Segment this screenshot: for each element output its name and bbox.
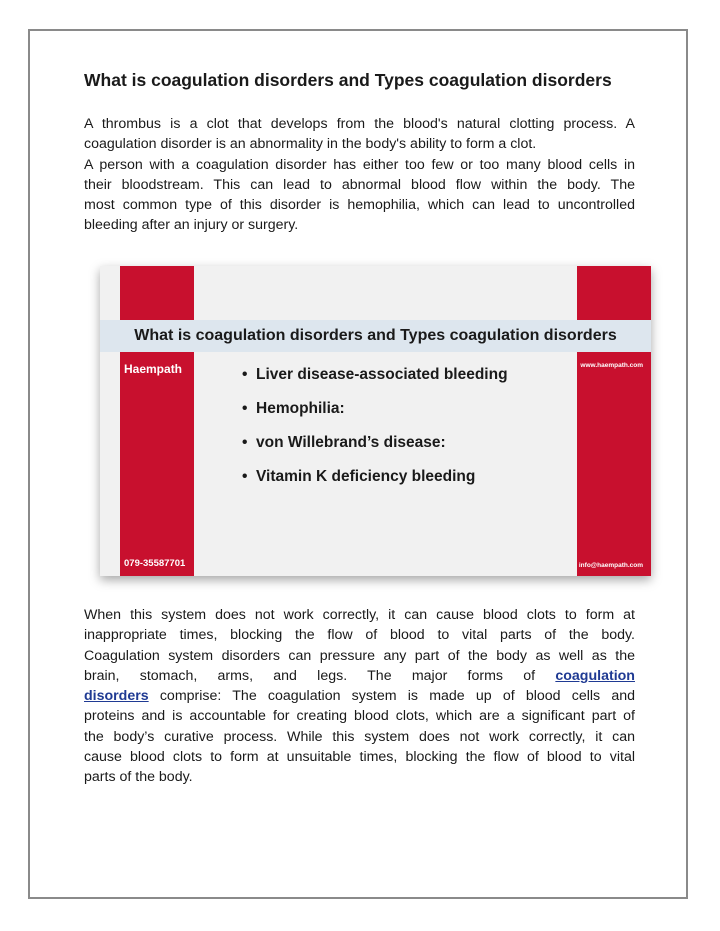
list-item: • Hemophilia: (242, 400, 345, 417)
list-item: • Vitamin K deficiency bleeding (242, 468, 476, 485)
coagulation-disorders-link[interactable]: coagulation (555, 667, 635, 684)
body-line: When this system does not work correctly, it can cause blood clots to form at (84, 607, 635, 623)
body-line: Coagulation system disorders can pressure any part of the body as well as the (84, 647, 635, 664)
body-line: inappropriate times, blocking the flow of blood to vital parts of the body. (84, 627, 635, 644)
list-item: • von Willebrand’s disease: (242, 434, 446, 451)
red-sidebar-left (120, 352, 194, 576)
red-block (120, 266, 194, 320)
body-line: brain, stomach, arms, and legs. The major forms of coagulation (84, 667, 635, 684)
disorder-list (242, 366, 508, 502)
red-block (577, 266, 651, 320)
body-line: parts of the body. (84, 769, 193, 786)
intro-line: A thrombus is a clot that develops from the blood's natural clotting process. A (84, 116, 635, 132)
page-title: What is coagulation disorders and Types coagulation disorders (84, 70, 612, 90)
intro-line: their bloodstream. This can lead to abnormal blood flow within the body. The (84, 176, 635, 193)
body-paragraph (84, 605, 635, 788)
intro-line: A person with a coagulation disorder has either too few or too many blood cells in (84, 156, 635, 173)
body-line: cause blood clots to form at unsuitable times, blocking the flow of blood to vital (84, 749, 635, 766)
website-url: www.haempath.com (580, 362, 643, 369)
body-line: disorders comprise: The coagulation system is made up of blood cells and (84, 688, 635, 705)
banner-image (100, 266, 651, 576)
email-address: info@haempath.com (578, 562, 643, 569)
banner-title: What is coagulation disorders and Types coagulation disorders (134, 327, 617, 344)
body-line: proteins and is accountable for creating blood clots, which are a significant part of (84, 708, 635, 725)
list-item: • Liver disease-associated bleeding (242, 366, 508, 383)
coagulation-disorders-link[interactable]: disorders (84, 688, 149, 705)
intro-paragraph (84, 114, 635, 236)
phone-number: 079-35587701 (124, 558, 186, 569)
body-line: the body’s curative process. While this system does not work correctly, it can (84, 728, 635, 745)
intro-line: coagulation disorder is an abnormality in the body's ability to form a clot. (84, 136, 537, 153)
red-sidebar-right (577, 352, 651, 576)
brand-name: Haempath (124, 362, 183, 376)
intro-line: most common type of this disorder is hemophilia, which can lead to uncontrolled (84, 197, 635, 214)
intro-line: bleeding after an injury or surgery. (84, 217, 299, 234)
